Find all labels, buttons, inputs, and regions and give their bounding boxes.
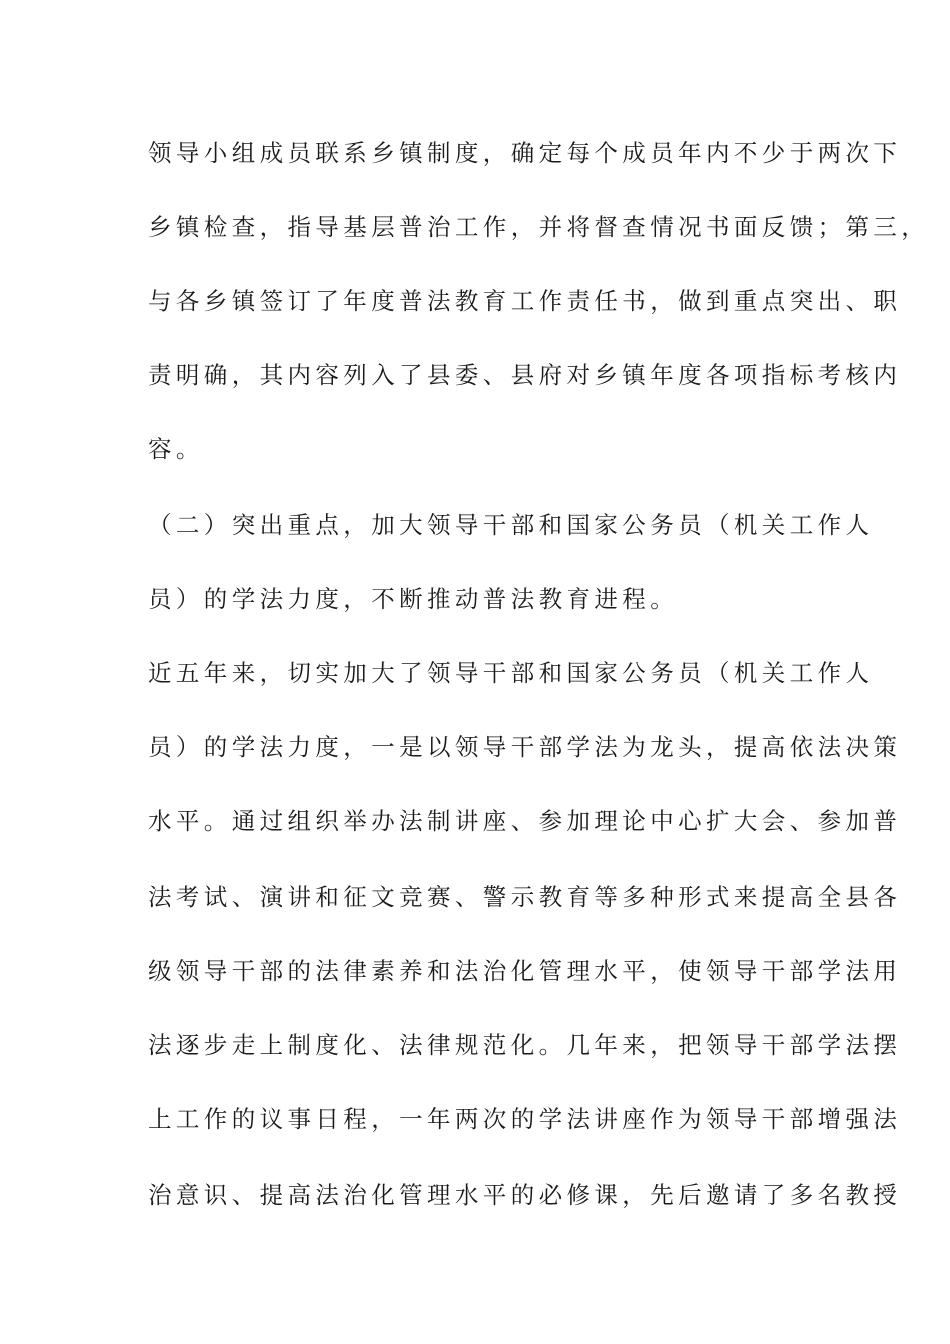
text-line-5: 容。 (148, 435, 204, 463)
text-line-9: 员）的学法力度，一是以领导干部学法为龙头，提高依法决策 (148, 733, 902, 761)
text-line-8: 近五年来，切实加大了领导干部和国家公务员（机关工作人 (148, 659, 874, 687)
text-line-3: 与各乡镇签订了年度普法教育工作责任书，做到重点突出、职 (148, 287, 902, 315)
text-line-4: 责明确，其内容列入了县委、县府对乡镇年度各项指标考核内 (148, 361, 902, 389)
text-line-2: 乡镇检查，指导基层普治工作，并将督查情况书面反馈；第三， (148, 213, 930, 241)
text-line-13: 法逐步走上制度化、法律规范化。几年来，把领导干部学法摆 (148, 1031, 902, 1059)
text-line-11: 法考试、演讲和征文竞赛、警示教育等多种形式来提高全县各 (148, 883, 902, 911)
text-line-1: 领导小组成员联系乡镇制度，确定每个成员年内不少于两次下 (148, 139, 902, 167)
text-line-14: 上工作的议事日程，一年两次的学法讲座作为领导干部增强法 (148, 1105, 902, 1133)
section-heading-line-2: 员）的学法力度，不断推动普法教育进程。 (148, 585, 679, 613)
section-heading-line-1: （二）突出重点，加大领导干部和国家公务员（机关工作人 (148, 511, 874, 539)
text-line-10: 水平。通过组织举办法制讲座、参加理论中心扩大会、参加普 (148, 807, 902, 835)
text-line-12: 级领导干部的法律素养和法治化管理水平，使领导干部学法用 (148, 957, 902, 985)
text-line-15: 治意识、提高法治化管理水平的必修课，先后邀请了多名教授 (148, 1181, 902, 1209)
